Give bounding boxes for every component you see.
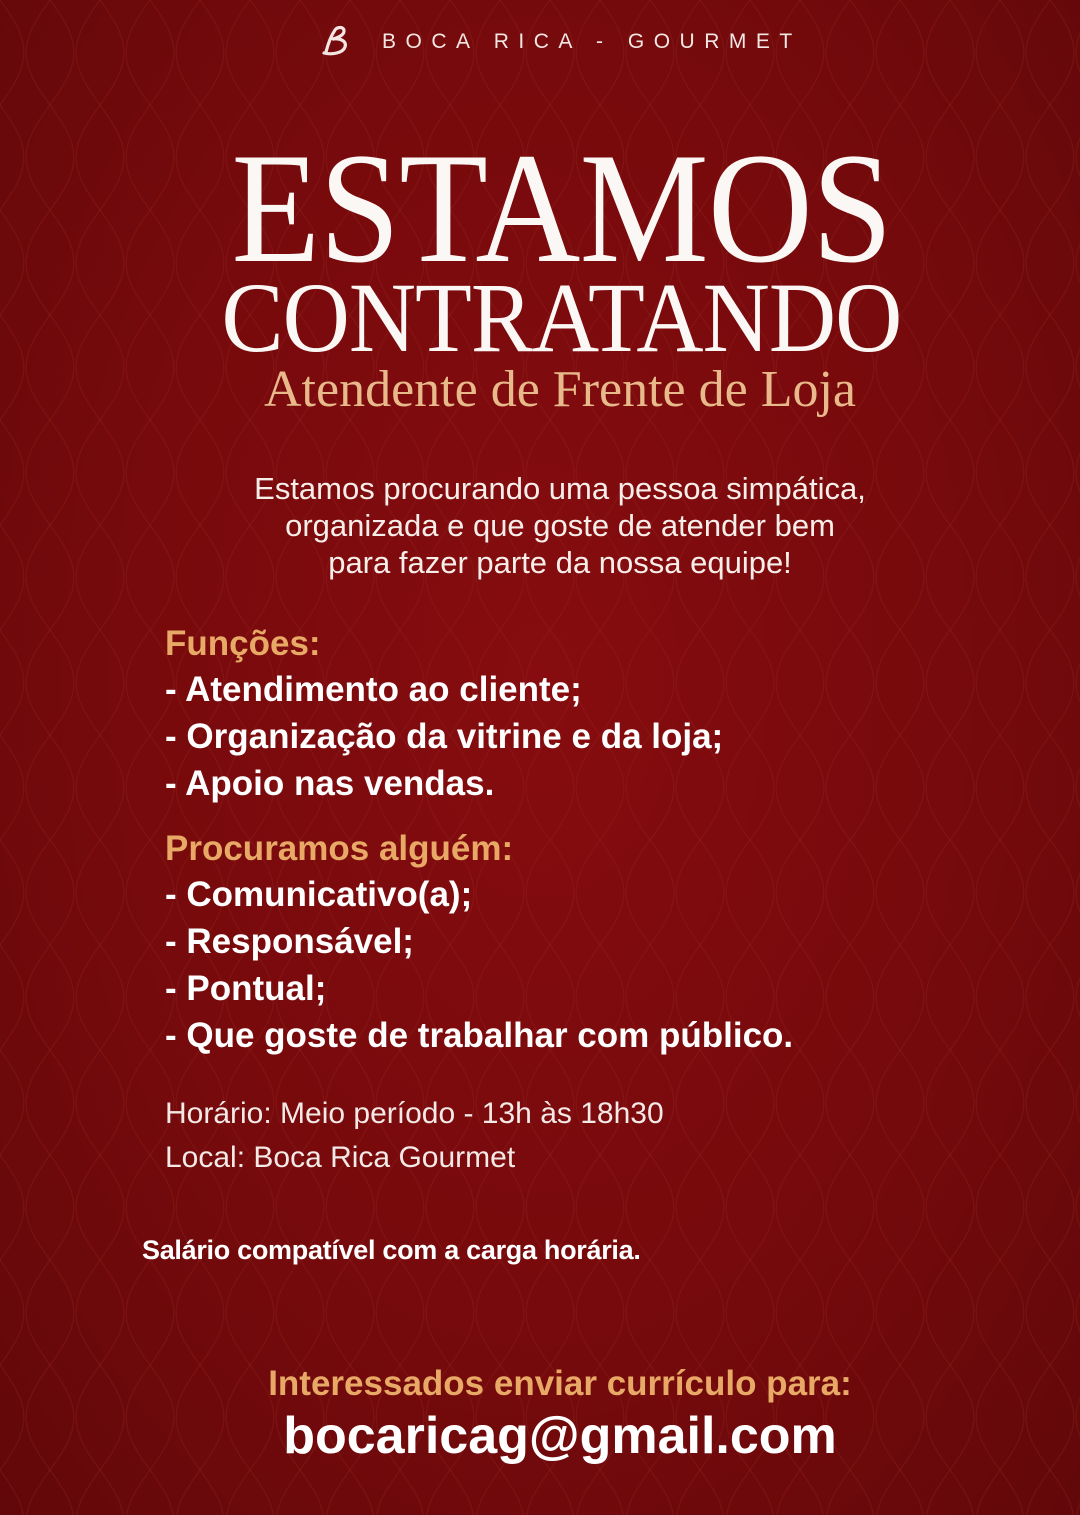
call-to-action: Interessados enviar currículo para: [268, 1364, 852, 1403]
brand-name: BOCA RICA - GOURMET [382, 30, 802, 53]
functions-item: - Organização da vitrine e da loja; [165, 717, 724, 756]
headline-line-1: ESTAMOS [231, 121, 892, 296]
functions-item: - Atendimento ao cliente; [165, 670, 582, 709]
functions-item: - Apoio nas vendas. [165, 764, 495, 803]
functions-section [165, 622, 1025, 807]
profile-item: - Pontual; [165, 969, 327, 1008]
profile-section [165, 827, 1025, 1059]
salary-note: Salário compatível com a carga horária. [142, 1235, 641, 1265]
profile-item: - Que goste de trabalhar com público. [165, 1016, 794, 1055]
wave-line [1076, 0, 1080, 1515]
headline-line-2: CONTRATANDO [221, 262, 902, 373]
schedule-text: Horário: Meio período - 13h às 18h30 [165, 1097, 664, 1130]
job-details [165, 1092, 664, 1180]
job-role-title: Atendente de Frente de Loja [264, 361, 856, 418]
wave-line [0, 0, 24, 1515]
intro-line: Estamos procurando uma pessoa simpática, [254, 471, 866, 506]
intro-line: para fazer parte da nossa equipe! [328, 545, 792, 580]
contact-email: bocaricag@gmail.com [283, 1407, 837, 1465]
profile-item: - Comunicativo(a); [165, 875, 473, 914]
functions-heading: Funções: [165, 624, 321, 663]
profile-heading: Procuramos alguém: [165, 829, 514, 868]
wave-line [1076, 0, 1080, 1515]
location-text: Local: Boca Rica Gourmet [165, 1141, 516, 1174]
intro-paragraph [160, 470, 960, 581]
script-b-logo-icon [318, 22, 352, 62]
intro-line: organizada e que goste de atender bem [285, 508, 835, 543]
profile-item: - Responsável; [165, 922, 414, 961]
